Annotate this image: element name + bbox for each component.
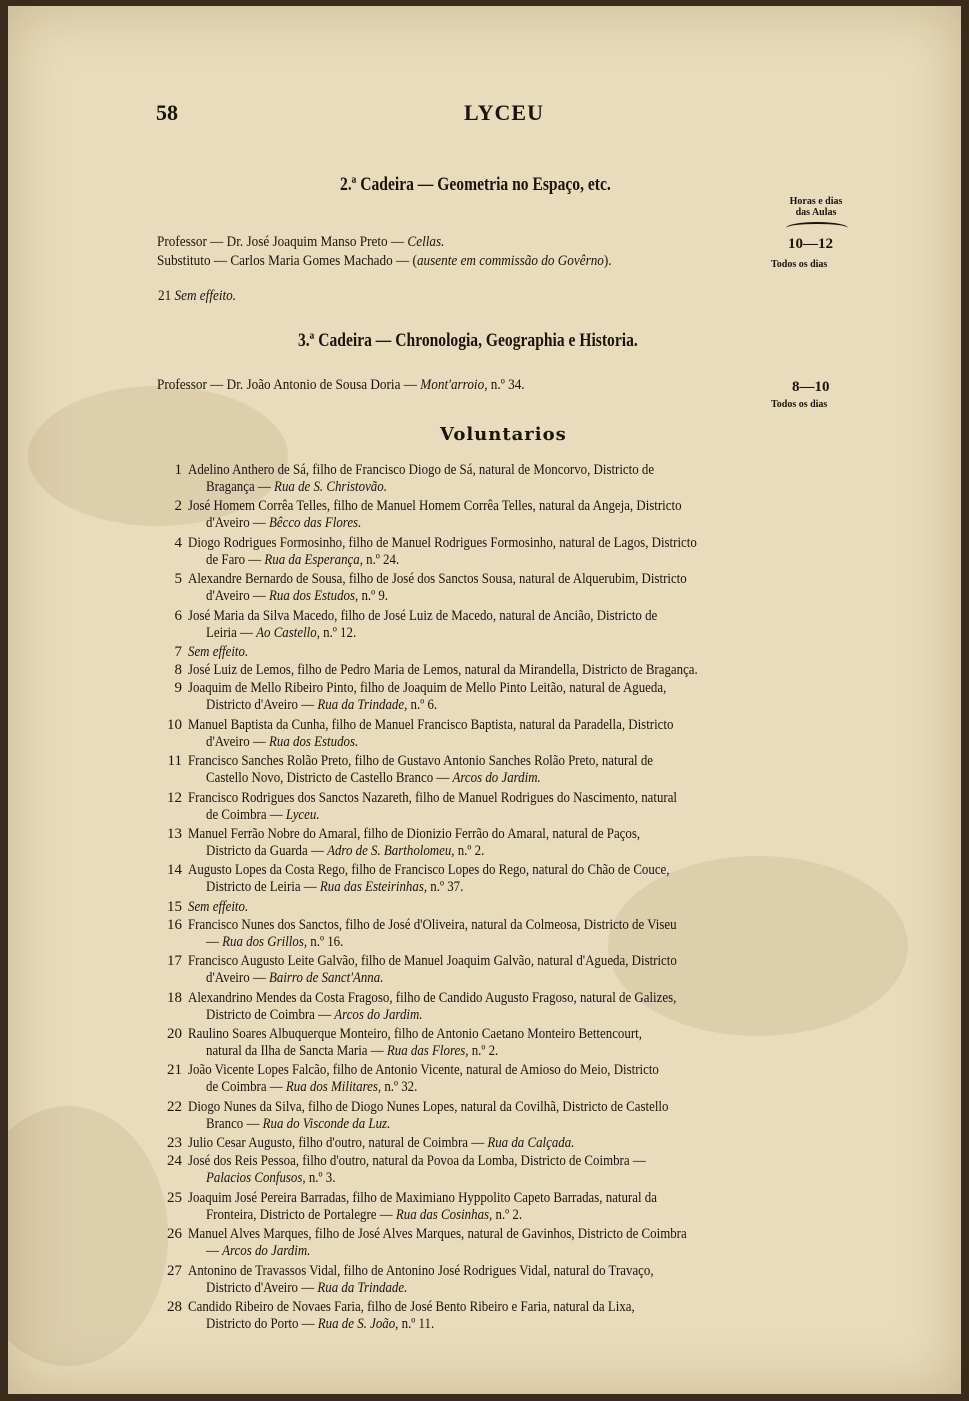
item-line-1: José Maria da Silva Macedo, filho de José Luiz de Macedo, natural de Ancião, Districto de: [188, 607, 658, 624]
item-line-2: Districto de Leiria — Rua das Esteirinhas, n.º 37.: [206, 879, 464, 896]
running-title: LYCEU: [464, 100, 544, 125]
item-number: 23: [167, 1135, 182, 1152]
list-item: [158, 1226, 858, 1262]
list-item: [158, 662, 858, 680]
item-line-2: d'Aveiro — Rua dos Estudos, n.º 9.: [206, 588, 389, 605]
item-line-2: d'Aveiro — Bairro de Sanct'Anna.: [206, 970, 384, 987]
hours-header-line2: das Aulas: [795, 207, 837, 218]
list-item: [158, 1153, 858, 1189]
item-line-2: Branco — Rua do Visconde da Luz.: [206, 1115, 391, 1132]
item-line-1: Francisco Rodrigues dos Sanctos Nazareth, filho de Manuel Rodrigues do Nascimento, natural: [188, 789, 678, 806]
item-line-2: Bragança — Rua de S. Christovão.: [206, 479, 387, 495]
item-number: 22: [167, 1098, 182, 1115]
item-number: 18: [167, 989, 182, 1006]
item-number: 28: [167, 1298, 182, 1315]
item-line-2: Castello Novo, Districto de Castello Branco — Arcos do Jardim.: [206, 770, 541, 787]
list-item: [158, 990, 858, 1026]
item-number: 15: [167, 898, 182, 915]
hours-2: 10—12: [788, 236, 833, 252]
item-line-1: Alexandrino Mendes da Costa Fragoso, filho de Candido Augusto Fragoso, natural de Galizes,: [188, 989, 677, 1006]
days-2: Todos os dias: [771, 259, 828, 270]
list-item: [158, 899, 858, 917]
item-number: 25: [167, 1189, 182, 1206]
hours-brace: [786, 222, 848, 234]
item-number: 8: [174, 662, 182, 679]
list-item: [158, 680, 858, 716]
item-line-2: Districto d'Aveiro — Rua da Trindade.: [206, 1279, 408, 1296]
item-number: 27: [167, 1262, 182, 1279]
list-item: [158, 1062, 858, 1098]
item-line-1: José Homem Corrêa Telles, filho de Manuel Homem Corrêa Telles, natural da Angeja, Districto: [188, 498, 682, 515]
item-line-2: natural da Ilha de Sancta Maria — Rua das Flores, n.º 2.: [206, 1043, 499, 1060]
item-line-1: José Luiz de Lemos, filho de Pedro Maria de Lemos, natural da Mirandella, Districto de Bragança.: [188, 662, 698, 679]
item-line-1: Manuel Ferrão Nobre do Amaral, filho de Dionizio Ferrão do Amaral, natural de Paços,: [188, 825, 641, 842]
list-item: [158, 644, 858, 662]
substitute-name: Substituto — Carlos Maria Gomes Machado — (: [157, 253, 417, 269]
item-line-2: — Rua dos Grillos, n.º 16.: [206, 933, 344, 950]
item-line-2: Leiria — Ao Castello, n.º 12.: [206, 624, 357, 641]
item-number: 21: [158, 288, 172, 304]
hours-header-line1: Horas e dias: [789, 196, 843, 207]
item-line-1: Joaquim José Pereira Barradas, filho de Maximiano Hyppolito Capeto Barradas, natural da: [188, 1189, 657, 1206]
item-line-1: Francisco Augusto Leite Galvão, filho de Manuel Joaquim Galvão, natural d'Agueda, Districto: [188, 953, 677, 970]
professor-number: n.º 34.: [487, 377, 525, 393]
item-line-1: Francisco Nunes dos Sanctos, filho de José d'Oliveira, natural da Colmeosa, Districto de Viseu: [188, 916, 677, 933]
item-number: 24: [167, 1153, 182, 1170]
item-number: 14: [167, 862, 182, 879]
section-heading-2: 2.ª Cadeira — Geometria no Espaço, etc.: [340, 174, 611, 195]
item-number: 10: [167, 716, 182, 733]
professor-line-3: [157, 377, 525, 394]
item-line-1: Antonino de Travassos Vidal, filho de Antonino José Rodrigues Vidal, natural do Travaço,: [188, 1262, 654, 1279]
list-item: [158, 862, 858, 898]
list-item: [158, 1190, 858, 1226]
item-line-1: Augusto Lopes da Costa Rego, filho de Francisco Lopes do Rego, natural do Chão de Couce,: [188, 862, 670, 879]
days-3: Todos os dias: [771, 399, 828, 410]
item-line-2: Districto do Porto — Rua de S. João, n.º 11.: [206, 1315, 435, 1332]
professor-name: Professor — Dr. João Antonio de Sousa Doria —: [157, 377, 421, 393]
item-number: 2: [174, 498, 182, 515]
list-item: [158, 608, 858, 644]
item-text: Sem effeito.: [174, 288, 237, 304]
item-line-1: Sem effeito.: [188, 643, 249, 660]
item-number: 11: [167, 753, 182, 770]
list-item: [158, 535, 858, 571]
item-number: 6: [174, 607, 182, 624]
substitute-end: ).: [603, 253, 612, 269]
list-item: [158, 1263, 858, 1299]
item-number: 1: [174, 462, 182, 478]
item-line-2: Districto d'Aveiro — Rua da Trindade, n.º 6.: [206, 697, 438, 714]
professor-line-2: [157, 234, 444, 251]
list-item: [158, 1026, 858, 1062]
paper-stain: [8, 1106, 168, 1366]
list-item: [158, 953, 858, 989]
item-line-1: Adelino Anthero de Sá, filho de Francisco Diogo de Sá, natural de Moncorvo, Districto de: [188, 462, 655, 478]
professor-name: Professor — Dr. José Joaquim Manso Preto —: [157, 234, 408, 250]
list-item: [158, 571, 858, 607]
item-line-1: Francisco Sanches Rolão Preto, filho de Gustavo Antonio Sanches Rolão Preto, natural de: [188, 753, 654, 770]
list-item: [158, 790, 858, 826]
voluntarios-list: [158, 462, 858, 1335]
list-item: [158, 826, 858, 862]
item-number: 5: [174, 571, 182, 588]
list-item: [158, 717, 858, 753]
professor-place: Cellas.: [407, 234, 445, 250]
item-line-2: Districto da Guarda — Adro de S. Bartholomeu, n.º 2.: [206, 842, 485, 859]
list-item: [158, 1299, 858, 1335]
substitute-line: [157, 253, 612, 270]
list-item: [158, 1099, 858, 1135]
item-number: 7: [174, 643, 182, 660]
item-line-1: Manuel Alves Marques, filho de José Alves Marques, natural de Gavinhos, Districto de Coimbra: [188, 1226, 687, 1243]
list-item: [158, 462, 858, 498]
item-line-2: de Coimbra — Rua dos Militares, n.º 32.: [206, 1079, 418, 1096]
item-line-2: de Faro — Rua da Esperança, n.º 24.: [206, 551, 400, 568]
item-number: 4: [174, 534, 182, 551]
item-number: 21: [167, 1062, 182, 1079]
list-item: [158, 1135, 858, 1153]
hours-3: 8—10: [792, 379, 830, 395]
item-line-1: Alexandre Bernardo de Sousa, filho de José dos Sanctos Sousa, natural de Alquerubim, Districto: [188, 571, 687, 588]
item-line-1: Sem effeito.: [188, 898, 249, 915]
item-line-2: de Coimbra — Lyceu.: [206, 806, 320, 823]
item-line-1: Candido Ribeiro de Novaes Faria, filho de José Bento Ribeiro e Faria, natural da Lixa,: [188, 1298, 635, 1315]
hours-header: [776, 196, 856, 218]
item-number: 20: [167, 1026, 182, 1043]
item-number: 9: [174, 680, 182, 697]
item-number: 12: [167, 789, 182, 806]
item-line-2: — Arcos do Jardim.: [206, 1243, 311, 1260]
item-line-1: Diogo Nunes da Silva, filho de Diogo Nunes Lopes, natural da Covilhã, Districto de Castello: [188, 1098, 669, 1115]
item-21-sem-effeito: [158, 288, 236, 305]
item-line-1: Joaquim de Mello Ribeiro Pinto, filho de Joaquim de Mello Pinto Leitão, natural de Agueda,: [188, 680, 667, 697]
professor-place: Mont'arroio,: [420, 377, 488, 393]
item-line-1: José dos Reis Pessoa, filho d'outro, natural da Povoa da Lomba, Districto de Coimbra —: [188, 1153, 646, 1170]
item-line-2: Fronteira, Districto de Portalegre — Rua das Cosinhas, n.º 2.: [206, 1206, 523, 1223]
item-number: 16: [167, 916, 182, 933]
item-number: 13: [167, 825, 182, 842]
running-head: [8, 94, 961, 134]
list-item: [158, 753, 858, 789]
substitute-note: ausente em commissão do Govêrno: [416, 253, 604, 269]
voluntarios-heading: Voluntarios: [440, 424, 567, 445]
item-line-1: Diogo Rodrigues Formosinho, filho de Manuel Rodrigues Formosinho, natural de Lagos, Districto: [188, 534, 697, 551]
item-line-1: Manuel Baptista da Cunha, filho de Manuel Francisco Baptista, natural da Paradella, Districto: [188, 716, 674, 733]
item-number: 26: [167, 1226, 182, 1243]
item-line-1: Raulino Soares Albuquerque Monteiro, filho de Antonio Caetano Monteiro Bettencourt,: [188, 1026, 642, 1043]
item-line-2: Palacios Confusos, n.º 3.: [206, 1170, 336, 1187]
item-line-1: João Vicente Lopes Falcão, filho de Antonio Vicente, natural de Amioso do Meio, Districto: [188, 1062, 659, 1079]
list-item: [158, 498, 858, 534]
item-line-2: d'Aveiro — Rua dos Estudos.: [206, 733, 359, 750]
page-number: 58: [156, 100, 178, 125]
list-item: [158, 917, 858, 953]
item-line-2: Districto de Coimbra — Arcos do Jardim.: [206, 1006, 423, 1023]
document-page: [8, 6, 961, 1394]
item-number: 17: [167, 953, 182, 970]
item-line-1: Julio Cesar Augusto, filho d'outro, natural de Coimbra — Rua da Calçada.: [188, 1135, 575, 1152]
item-line-2: d'Aveiro — Bêcco das Flores.: [206, 515, 362, 532]
section-heading-3: 3.ª Cadeira — Chronologia, Geographia e Historia.: [298, 330, 638, 351]
